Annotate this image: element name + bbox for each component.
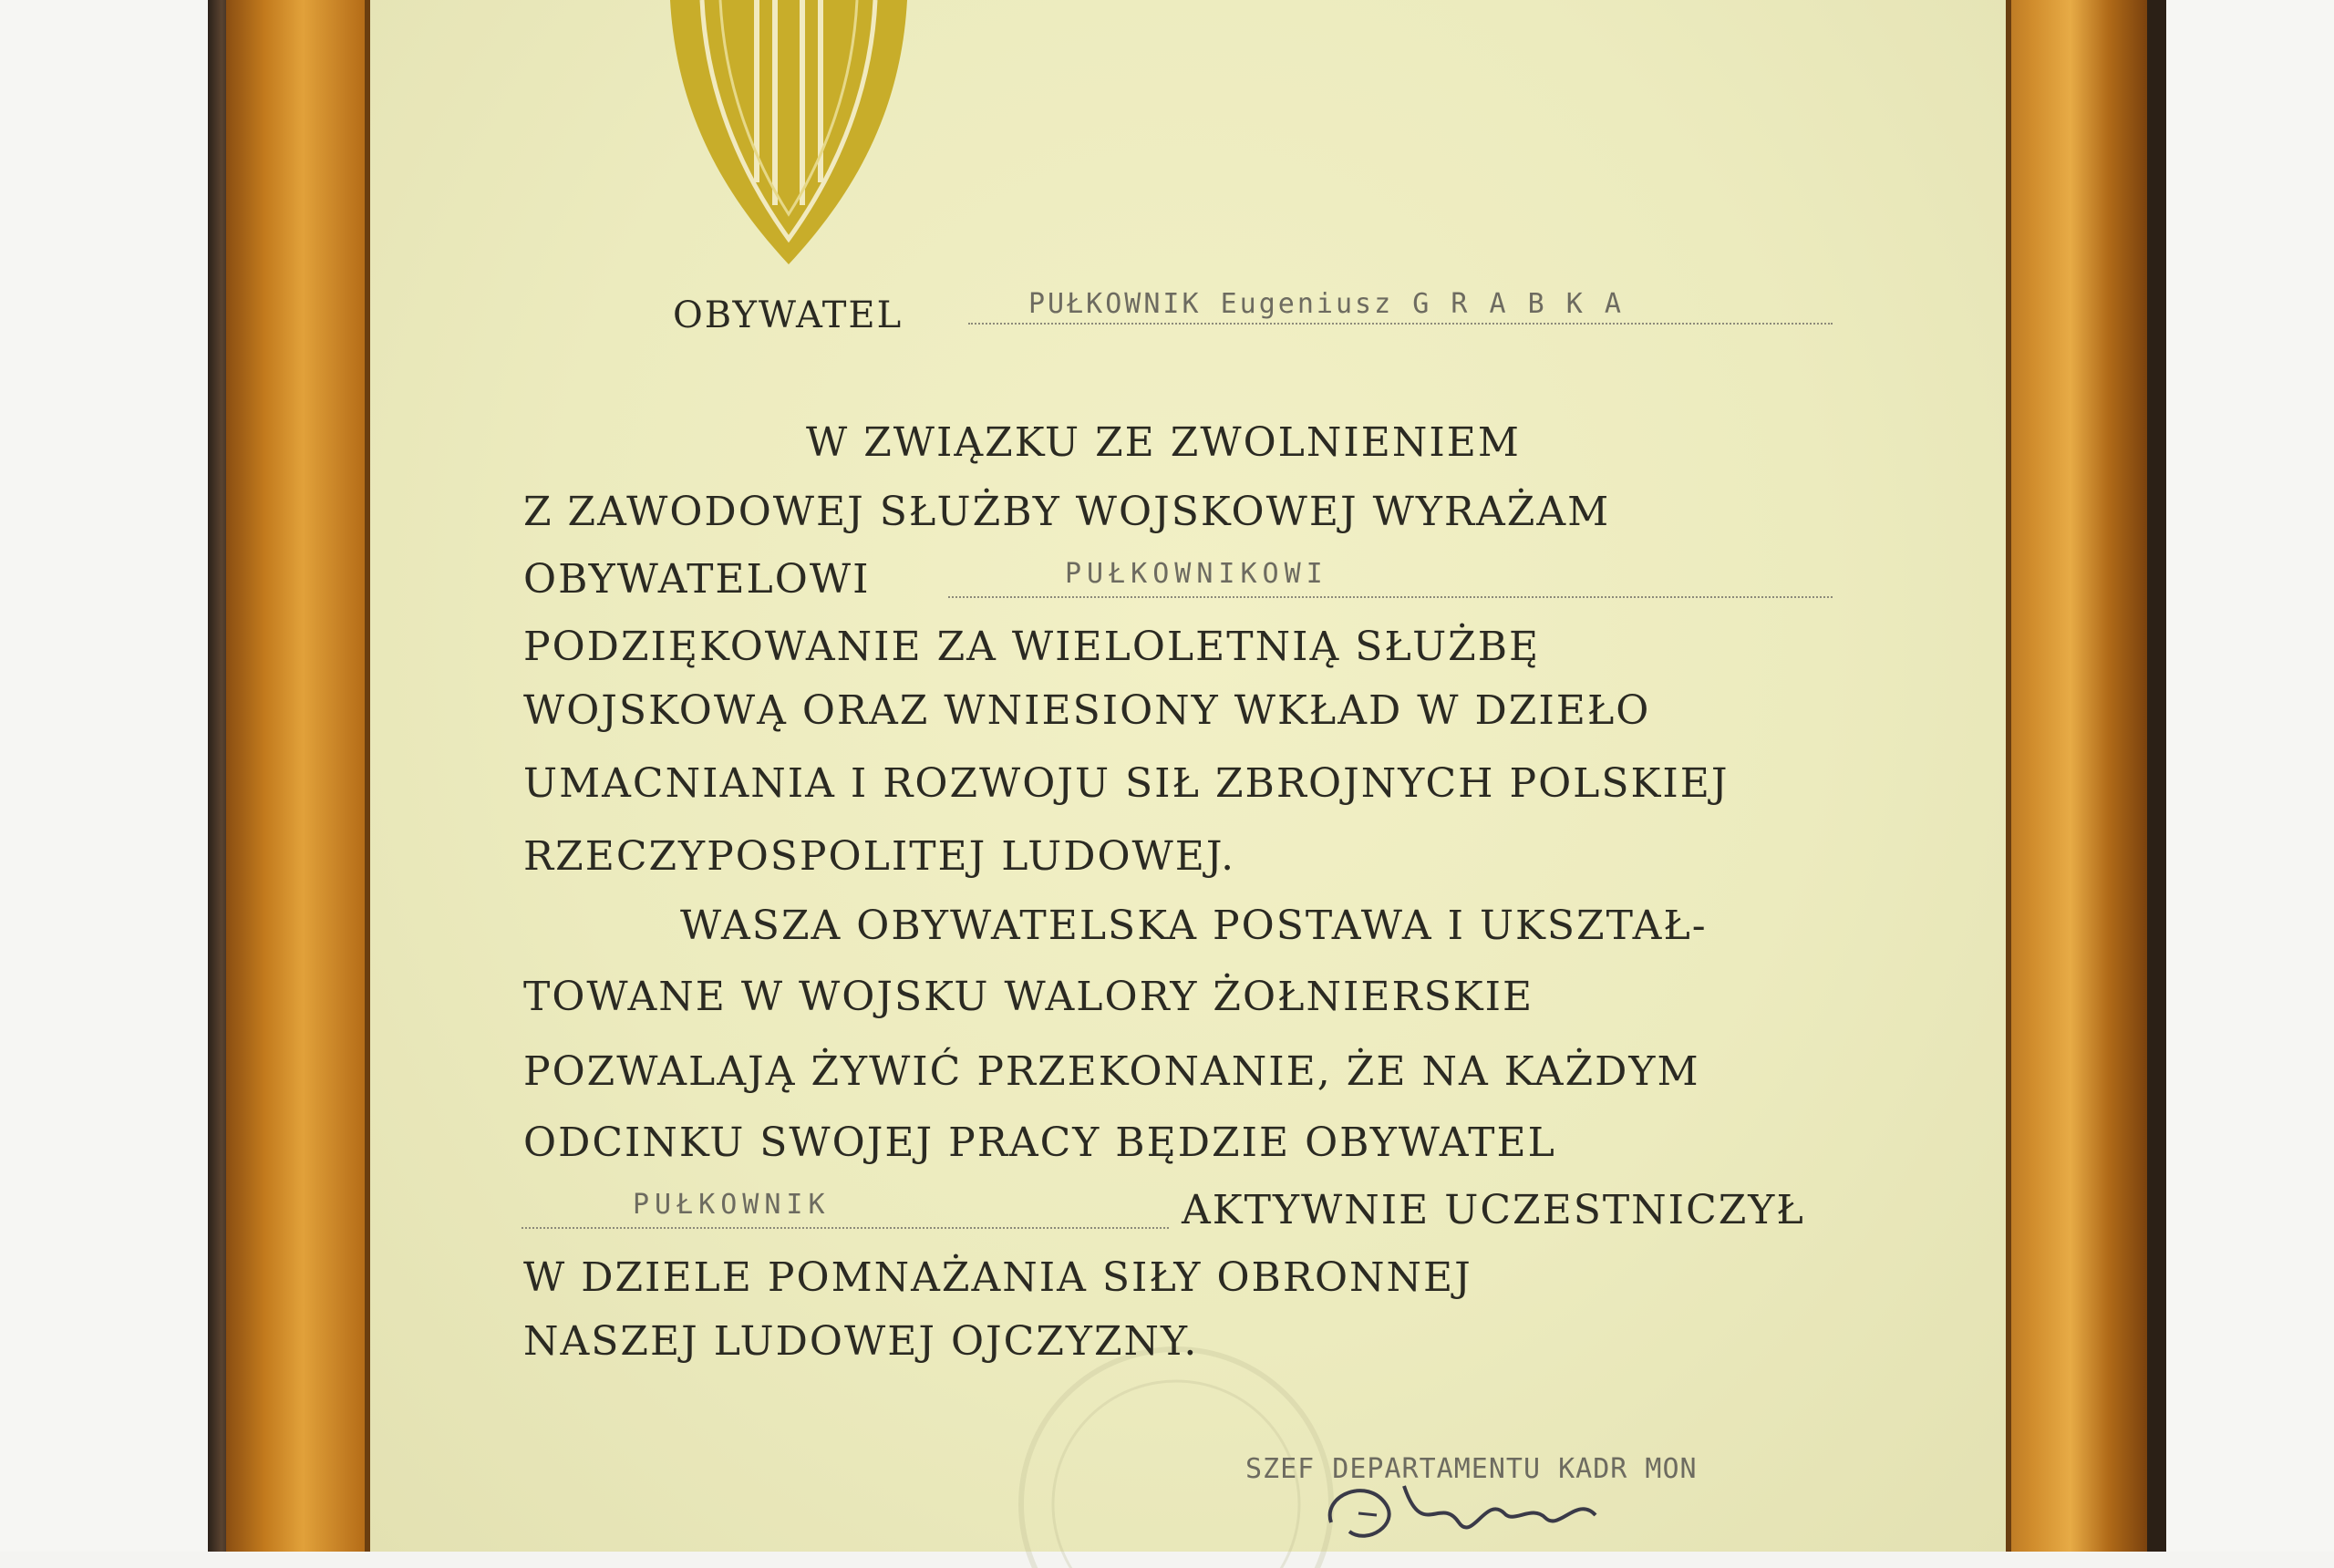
emblem-icon — [666, 0, 912, 264]
body-line-3: OBYWATELOWI — [523, 556, 871, 603]
rank-dotted-line — [948, 596, 1833, 598]
body-line-9: TOWANE W WOJSKU WALORY ŻOŁNIERSKIE — [523, 974, 1534, 1020]
body-line-8: WASZA OBYWATELSKA POSTAWA I UKSZTAŁ- — [680, 903, 1708, 949]
rank-typed-1: PUŁKOWNIKOWI — [1065, 558, 1328, 590]
rank-typed-2: PUŁKOWNIK — [633, 1189, 831, 1221]
body-line-12: AKTYWNIE UCZESTNICZYŁ — [1182, 1187, 1805, 1233]
handwritten-signature — [1313, 1459, 1659, 1552]
body-line-14: NASZEJ LUDOWEJ OJCZYZNY. — [523, 1318, 1199, 1365]
addressee-dotted-line — [968, 323, 1833, 325]
body-line-11: ODCINKU SWOJEJ PRACY BĘDZIE OBYWATEL — [523, 1119, 1556, 1166]
rank-dotted-line-2 — [522, 1227, 1169, 1229]
body-line-6: UMACNIANIA I ROZWOJU SIŁ ZBROJNYCH POLSKIEJ — [523, 760, 1730, 807]
frame-edge-right — [2006, 0, 2011, 1552]
addressee-typed-name: PUŁKOWNIK Eugeniusz G R A B K A — [1028, 288, 1624, 320]
addressee-label: OBYWATEL — [673, 294, 904, 336]
body-line-2: Z ZAWODOWEJ SŁUŻBY WOJSKOWEJ WYRAŻAM — [523, 489, 1611, 535]
body-line-1: W ZWIĄZKU ZE ZWOLNIENIEM — [806, 419, 1521, 466]
body-line-10: POZWALAJĄ ŻYWIĆ PRZEKONANIE, ŻE NA KAŻDYM — [523, 1048, 1700, 1095]
body-line-4: PODZIĘKOWANIE ZA WIELOLETNIĄ SŁUŻBĘ — [523, 624, 1541, 670]
body-line-5: WOJSKOWĄ ORAZ WNIESIONY WKŁAD W DZIEŁO — [523, 687, 1651, 734]
signatory-title: SZEF DEPARTAMENTU KADR MON — [1245, 1453, 1698, 1485]
body-line-7: RZECZYPOSPOLITEJ LUDOWEJ. — [523, 833, 1236, 880]
body-line-13: W DZIELE POMNAŻANIA SIŁY OBRONNEJ — [523, 1254, 1472, 1301]
